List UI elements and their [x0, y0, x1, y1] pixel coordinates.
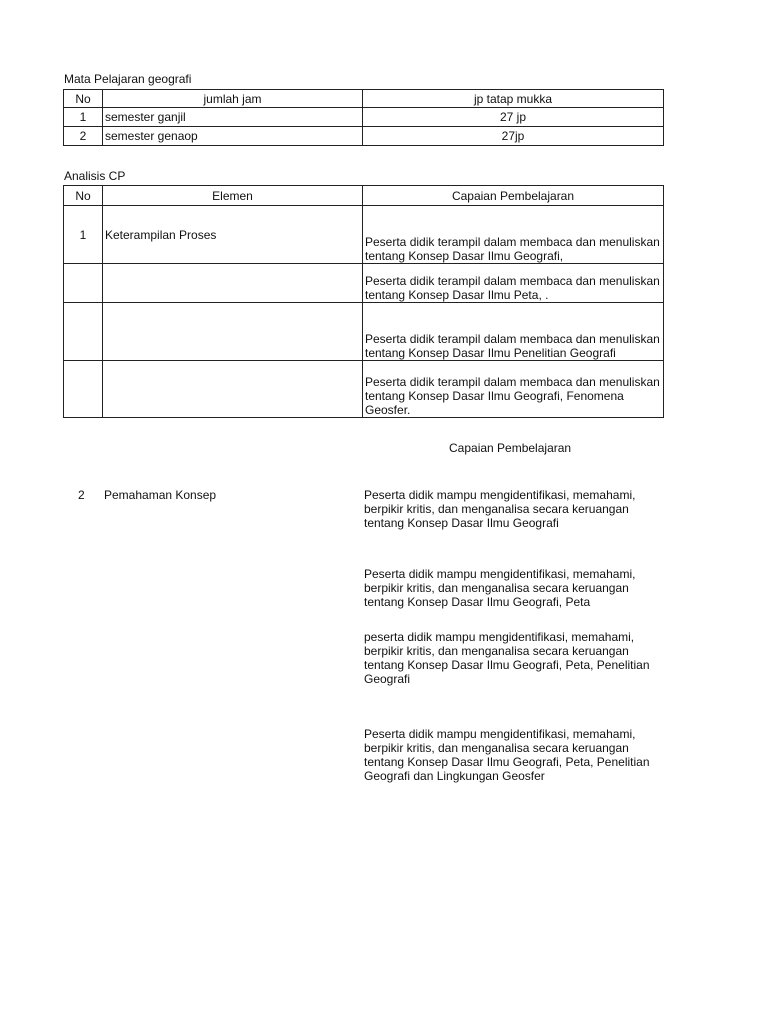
cp-row-capaian: [363, 206, 664, 264]
section2-cp-2: Peserta didik mampu mengidentifikasi, memahami, berpikir kritis, dan menganalisa secara keruangan tentang Konsep Dasar Ilmu Geografi, Peta: [364, 567, 636, 609]
table-row: [64, 264, 664, 303]
subject-title: Mata Pelajaran geografi: [64, 72, 192, 86]
hours-row-jp: 27 jp: [363, 108, 664, 127]
cp-row-elemen: [103, 303, 363, 361]
hours-header-no: No: [64, 90, 103, 108]
analysis-title: Analisis CP: [64, 169, 126, 183]
section2-cp-4: Peserta didik mampu mengidentifikasi, memahami, berpikir kritis, dan menganalisa secara keruangan tentang Konsep Dasar Ilmu Geografi, Peta, Penelitian Geografi dan Lingkungan Geosfer: [364, 727, 650, 783]
cp-row-capaian-text: Peserta didik terampil dalam membaca dan menuliskan tentang Konsep Dasar Ilmu Geografi,: [365, 235, 660, 263]
cp-row-elemen: Keterampilan Proses: [103, 206, 363, 264]
section2-header: Capaian Pembelajaran: [449, 441, 572, 455]
table-row: [64, 206, 664, 264]
cp-row-capaian: [363, 361, 664, 418]
cp-row-no: [64, 303, 103, 361]
cp-row-elemen: [103, 361, 363, 418]
hours-table: [63, 89, 664, 146]
cp-row-capaian-text: Peserta didik terampil dalam membaca dan menuliskan tentang Konsep Dasar Ilmu Geografi, Fenomena Geosfer.: [365, 375, 660, 417]
table-row: [64, 303, 664, 361]
cp-row-elemen: [103, 264, 363, 303]
cp-row-no: 1: [64, 206, 103, 264]
hours-row-jp: 27jp: [363, 127, 664, 146]
hours-table-header-row: [64, 90, 664, 108]
cp-header-no: No: [64, 186, 103, 206]
cp-table-header-row: [64, 186, 664, 206]
cp-row-no: [64, 264, 103, 303]
hours-header-jumlah-jam: jumlah jam: [103, 90, 363, 108]
hours-row-no: 1: [64, 108, 103, 127]
hours-row-no: 2: [64, 127, 103, 146]
cp-row-capaian-text: Peserta didik terampil dalam membaca dan menuliskan tentang Konsep Dasar Ilmu Peta, .: [365, 274, 660, 302]
hours-row-semester: semester genaop: [103, 127, 363, 146]
hours-header-jp-tatap-muka: jp tatap mukka: [363, 90, 664, 108]
cp-row-no: [64, 361, 103, 418]
table-row: [64, 127, 664, 146]
cp-header-capaian: Capaian Pembelajaran: [363, 186, 664, 206]
cp-header-elemen: Elemen: [103, 186, 363, 206]
section2-no: 2: [78, 488, 85, 502]
section2-elemen: Pemahaman Konsep: [104, 488, 217, 502]
table-row: [64, 108, 664, 127]
section2-cp-1: Peserta didik mampu mengidentifikasi, memahami, berpikir kritis, dan menganalisa secara keruangan tentang Konsep Dasar Ilmu Geografi: [364, 488, 636, 530]
hours-row-semester: semester ganjil: [103, 108, 363, 127]
section2-cp-3: peserta didik mampu mengidentifikasi, memahami, berpikir kritis, dan menganalisa secara keruangan tentang Konsep Dasar Ilmu Geografi, Peta, Penelitian Geografi: [364, 630, 650, 686]
cp-row-capaian: [363, 264, 664, 303]
cp-table: [63, 185, 664, 418]
table-row: [64, 361, 664, 418]
cp-row-capaian: [363, 303, 664, 361]
cp-row-capaian-text: Peserta didik terampil dalam membaca dan menuliskan tentang Konsep Dasar Ilmu Penelitian Geografi: [365, 332, 660, 360]
